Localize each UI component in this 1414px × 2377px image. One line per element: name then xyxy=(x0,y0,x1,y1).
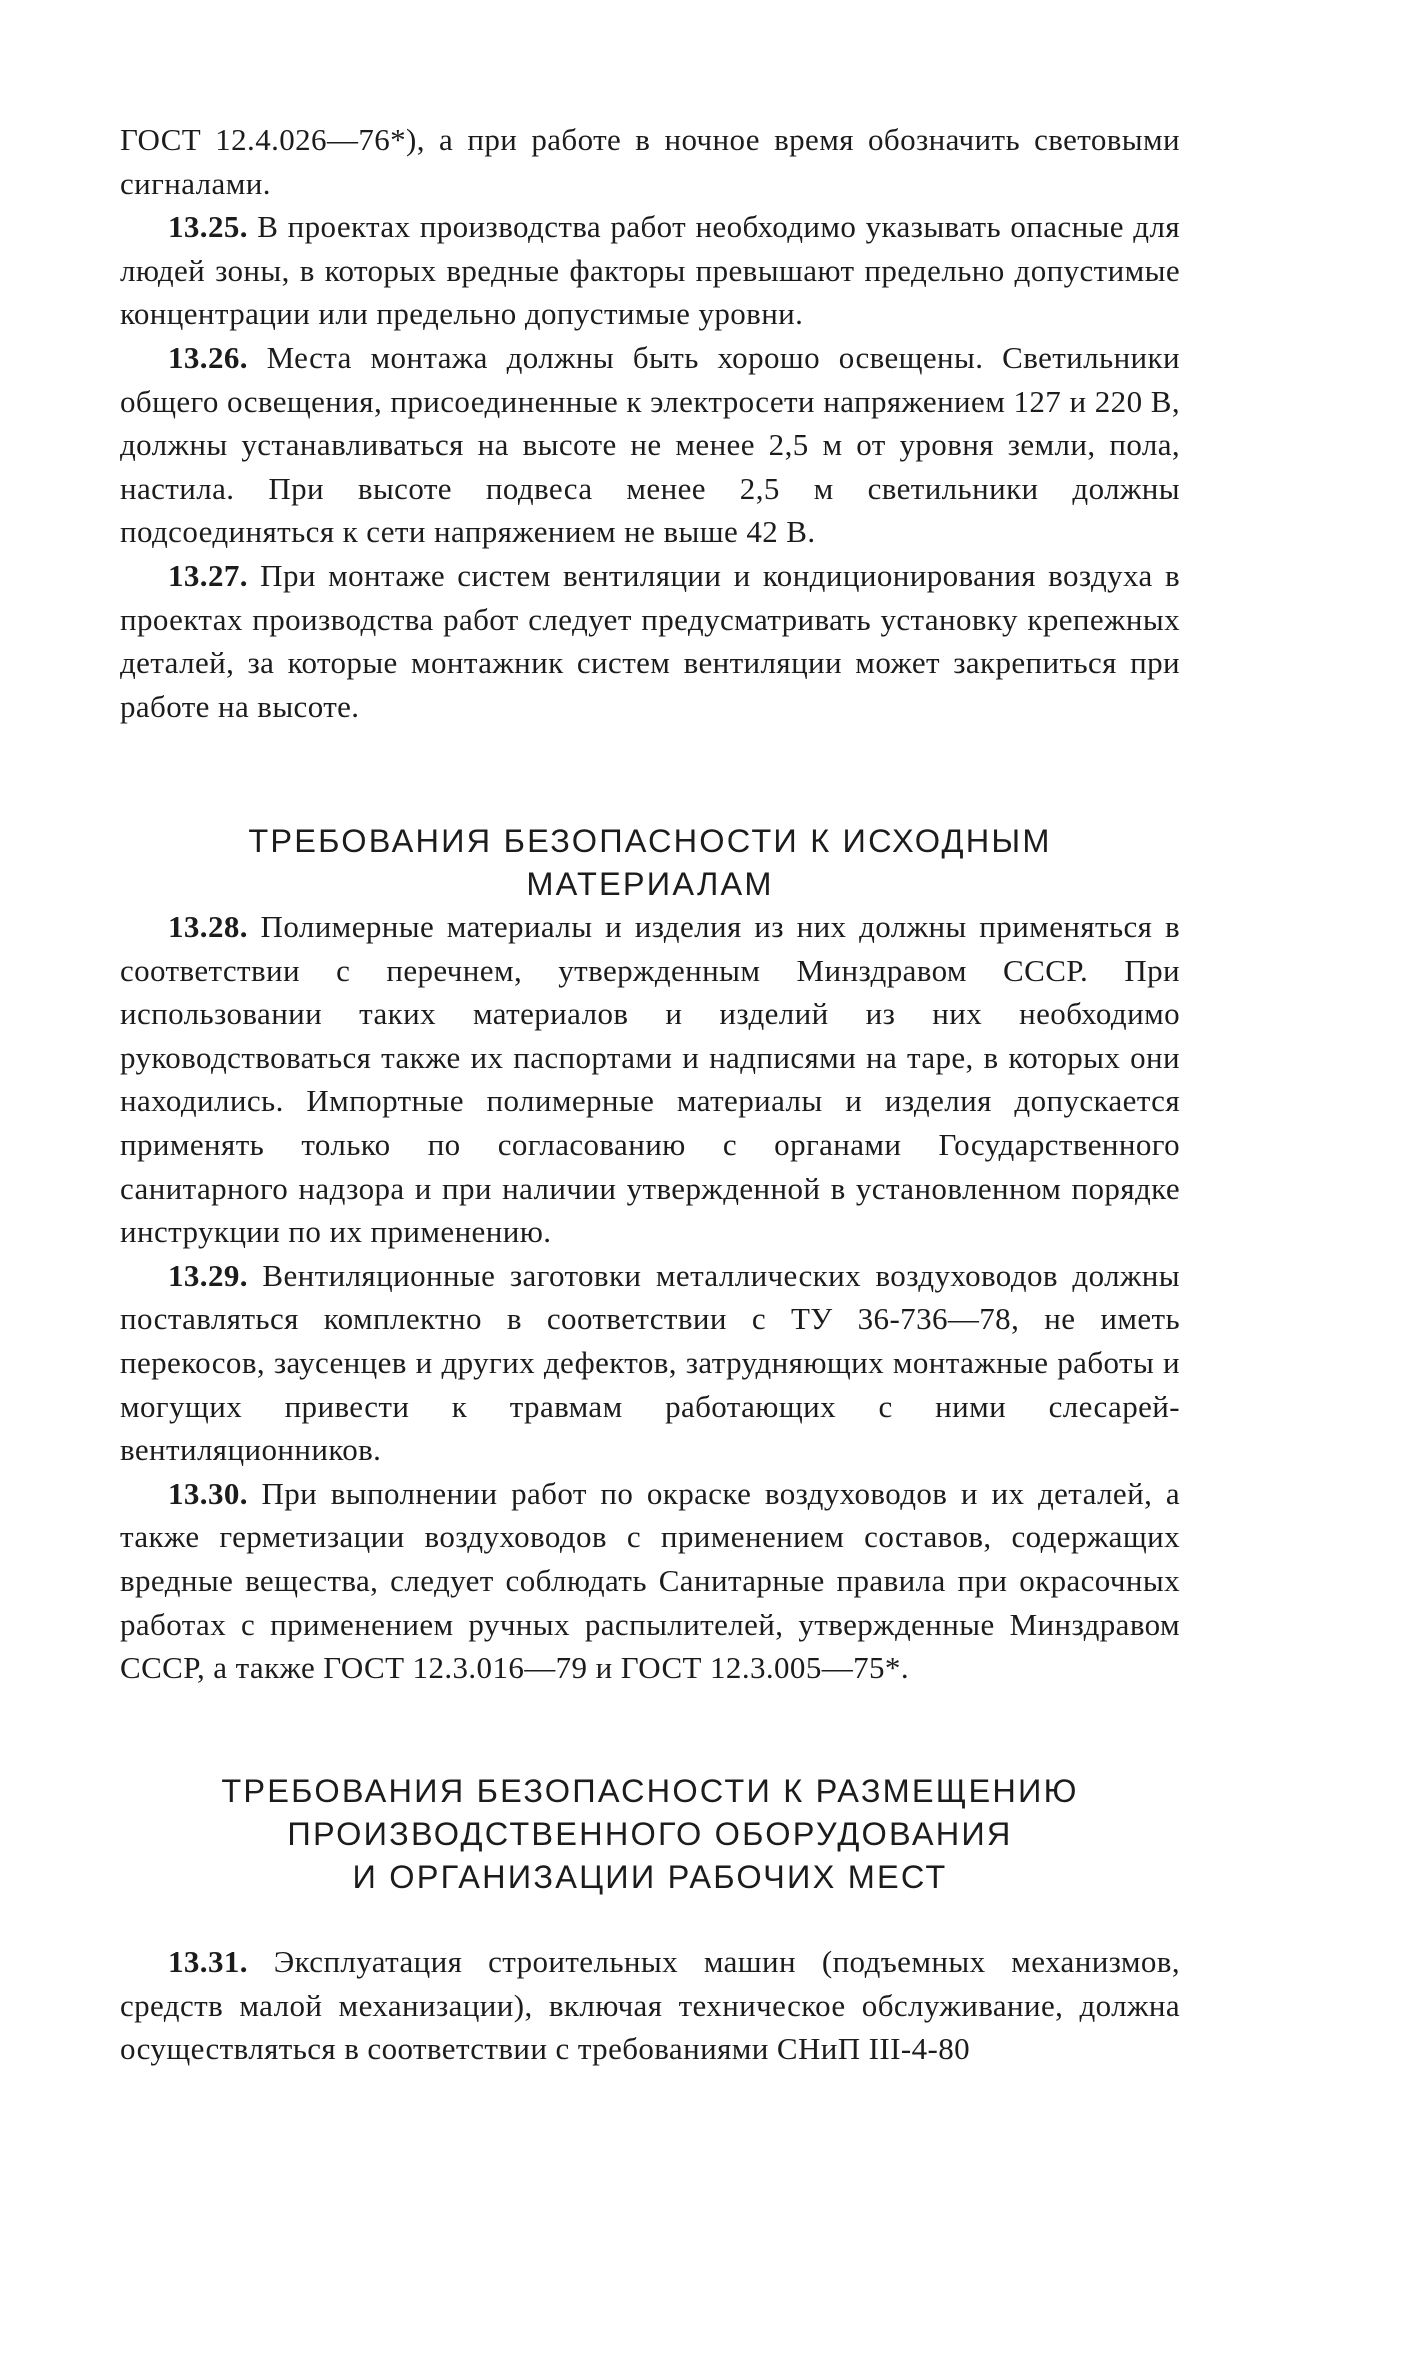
paragraph-13-28 xyxy=(120,905,1180,1254)
paragraph-13-29 xyxy=(120,1254,1180,1472)
paragraph-text: При монтаже систем вентиляции и кондиционирования воздуха в проектах производства работ следует предусматривать установку крепежных деталей, за которые монтажник систем вентиляции может закрепиться при работе на высоте. xyxy=(120,557,1180,724)
paragraph-text: ГОСТ 12.4.026—76*), а при работе в ночное время обозначить световыми сигналами. xyxy=(120,122,1180,201)
paragraph-text: При выполнении работ по окраске воздуховодов и их деталей, а также герметизации воздуховодов с применением составов, содержащих вредные вещества, следует соблюдать Санитарные правила при окрасочных работах с применением ручных распылителей, утвержденные Минздравом СССР, а также ГОСТ 12.3.016—79 и ГОСТ 12.3.005—75*. xyxy=(120,1475,1180,1686)
paragraph-text: Эксплуатация строительных машин (подъемных механизмов, средств малой механизации), включая техническое обслуживание, должна осуществляться в соответствии с требованиями СНиП III-4-80 xyxy=(120,1944,1180,2067)
paragraph-13-26 xyxy=(120,336,1180,554)
paragraph-text: В проектах производства работ необходимо указывать опасные для людей зоны, в которых вредные факторы превышают предельно допустимые концентрации или предельно допустимые уровни. xyxy=(120,209,1180,332)
heading-line: И ОРГАНИЗАЦИИ РАБОЧИХ МЕСТ xyxy=(352,1859,948,1895)
text-block-bottom xyxy=(120,1940,1180,2071)
clause-number: 13.25. xyxy=(168,209,248,245)
clause-number: 13.29. xyxy=(168,1257,248,1293)
heading-line: ПРОИЗВОДСТВЕННОГО ОБОРУДОВАНИЯ xyxy=(287,1816,1013,1852)
text-block-middle xyxy=(120,905,1180,1690)
paragraph-13-30 xyxy=(120,1472,1180,1690)
section-heading-equipment xyxy=(120,1770,1180,1899)
paragraph-13-31 xyxy=(120,1940,1180,2071)
paragraph-continuation xyxy=(120,118,1180,205)
section-heading-materials xyxy=(120,820,1180,906)
clause-number: 13.26. xyxy=(168,339,248,375)
clause-number: 13.31. xyxy=(168,1944,248,1979)
clause-number: 13.27. xyxy=(168,557,248,593)
clause-number: 13.30. xyxy=(168,1475,248,1511)
text-block-top xyxy=(120,118,1180,728)
paragraph-13-25 xyxy=(120,205,1180,336)
heading-line: ТРЕБОВАНИЯ БЕЗОПАСНОСТИ К РАЗМЕЩЕНИЮ xyxy=(221,1773,1079,1809)
paragraph-text: Полимерные материалы и изделия из них должны применяться в соответствии с перечнем, утвержденным Минздравом СССР. При использовании таких материалов и изделий из них необходимо руководствоваться также их паспортами и надписями на таре, в которых они находились. Импортные полимерные материалы и изделия допускается применять только по согласованию с органами Государственного санитарного надзора и при наличии утвержденной в установленном порядке инструкции по их применению. xyxy=(120,909,1180,1250)
clause-number: 13.28. xyxy=(168,909,248,944)
heading-line: ТРЕБОВАНИЯ БЕЗОПАСНОСТИ К ИСХОДНЫМ МАТЕРИАЛАМ xyxy=(248,823,1052,902)
paragraph-text: Вентиляционные заготовки металлических воздуховодов должны поставляться комплектно в соответствии с ТУ 36-736—78, не иметь перекосов, заусенцев и других дефектов, затрудняющих монтажные работы и могущих привести к травмам работающих с ними слесарей-вентиляционников. xyxy=(120,1257,1180,1468)
paragraph-text: Места монтажа должны быть хорошо освещены. Светильники общего освещения, присоединенные к электросети напряжением 127 и 220 В, должны устанавливаться на высоте не менее 2,5 м от уровня земли, пола, настила. При высоте подвеса менее 2,5 м светильники должны подсоединяться к сети напряжением не выше 42 В. xyxy=(120,339,1180,550)
paragraph-13-27 xyxy=(120,554,1180,728)
